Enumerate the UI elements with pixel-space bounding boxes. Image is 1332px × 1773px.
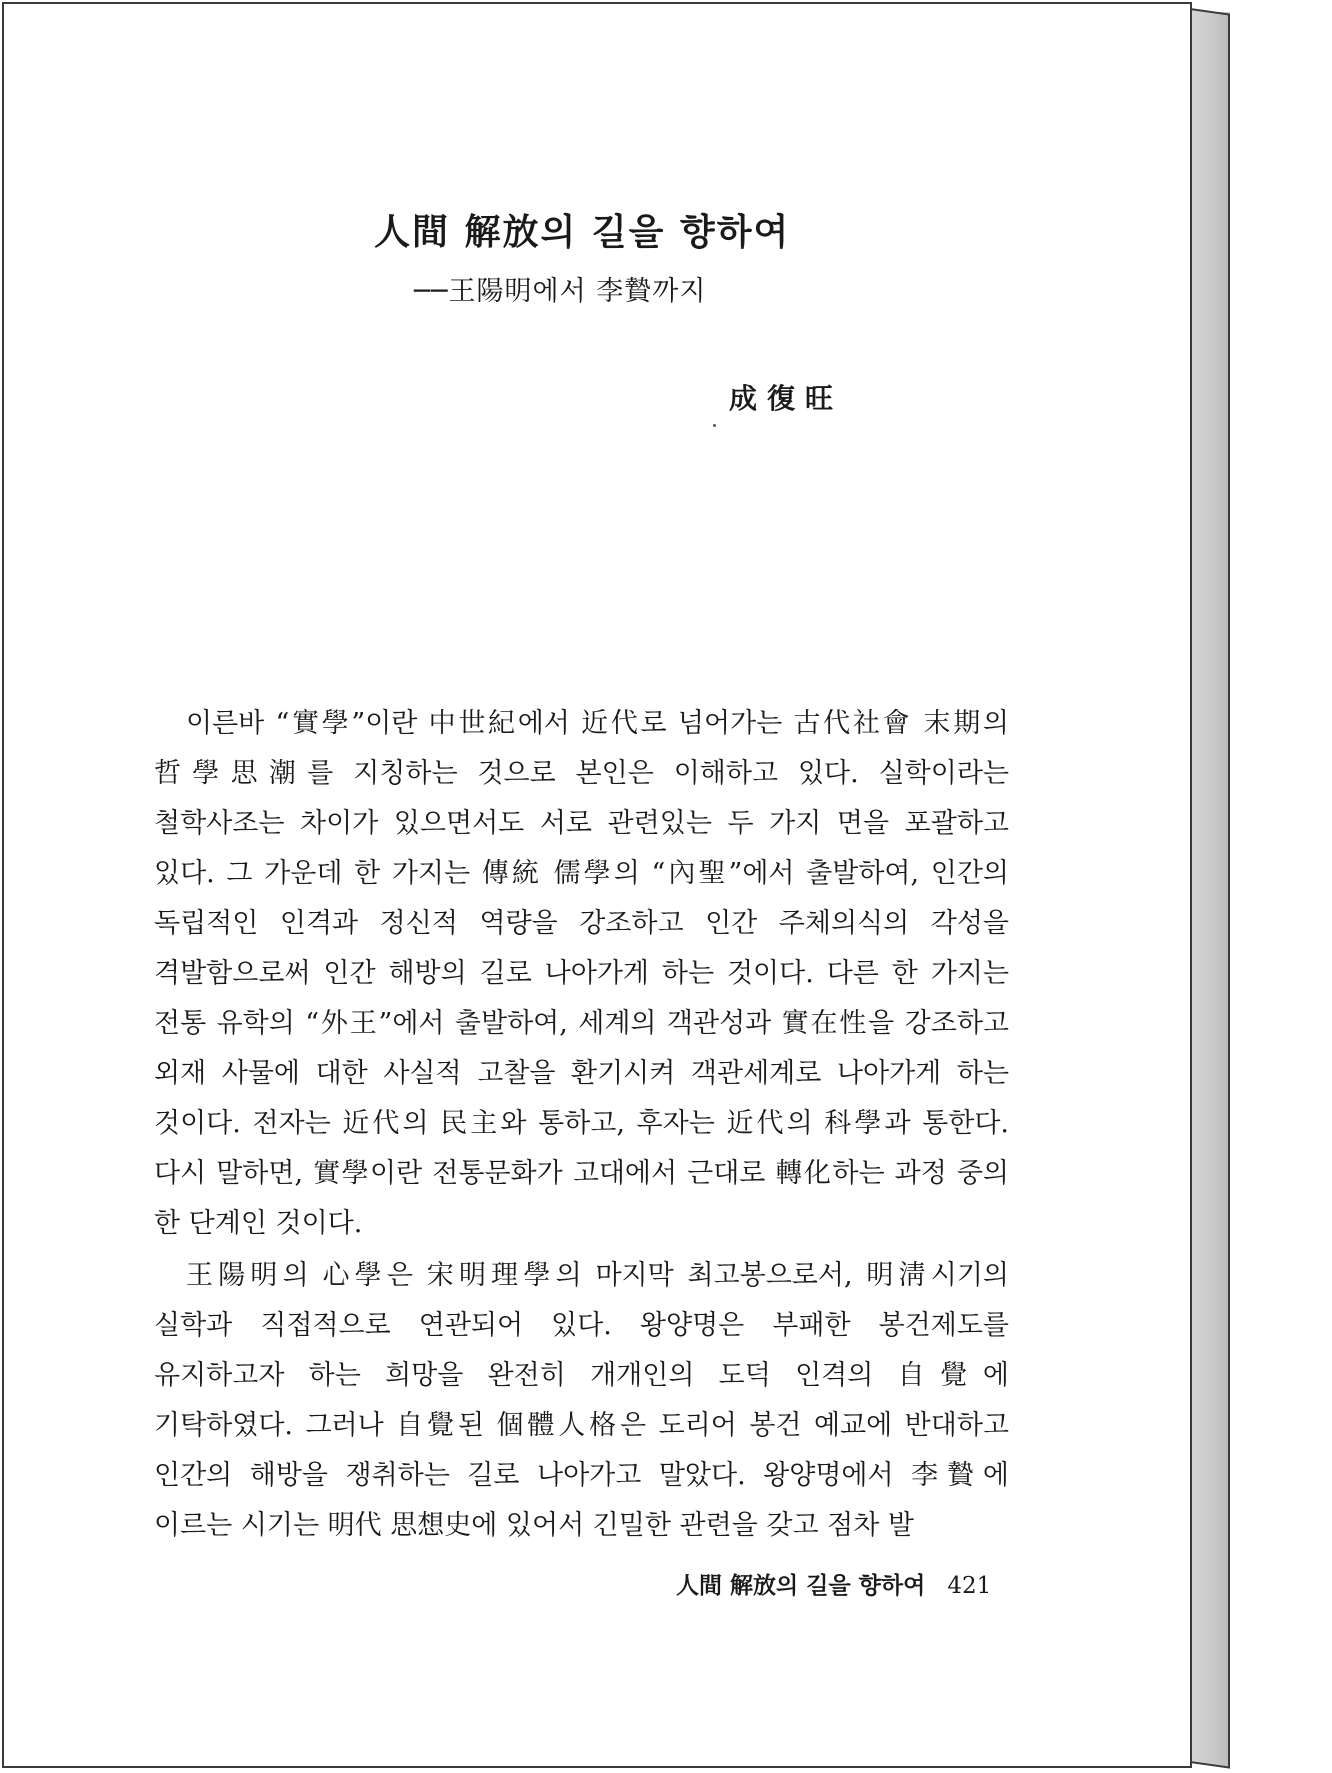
paragraph-1: 이른바 “實學”이란 中世紀에서 近代로 넘어가는 古代社會 末期의 哲學思潮를 지칭하는 것으로 본인은 이해하고 있다. 실학이라는 철학사조는 차이가 있으면서도 서로 관련있는 두 가지 면을 포괄하고 있다. 그 가운데 한 가지는 傳統 儒學의 “內聖”에서 출발하여, 인간의 독립적인 인격과 정신적 역량을 강조하고 인간 주체의식의 각성을 격발함으로써 인간 해방의 길로 나아가게 하는 것이다. 다른 한 가지는 전통 유학의 “外王”에서 출발하여, 세계의 객관성과 實在性을 강조하고 외재 사물에 대한 사실적 고찰을 환기시켜 객관세계로 나아가게 하는 것이다. 전자는 近代의 民主와 통하고, 후자는 近代의 科學과 통한다. 다시 말하면, 實學이란 전통문화가 고대에서 근대로 轉化하는 과정 중의 한 단계인 것이다. [154,708,1009,1239]
author-name: 成復旺 [729,382,844,415]
page-stack-edge [1190,8,1230,1769]
page-footer [676,1567,991,1600]
title-block [374,204,894,308]
article-subtitle: ──王陽明에서 李贄까지 [414,276,707,307]
running-title: 人間 解放의 길을 향하여 [676,1572,926,1599]
article-title: 人間 解放의 길을 향하여 [374,211,791,253]
page-number: 421 [947,1573,992,1599]
body-text [154,699,1009,1553]
book-page [2,2,1192,1768]
print-speck [713,424,716,427]
paragraph-2: 王陽明의 心學은 宋明理學의 마지막 최고봉으로서, 明淸시기의 실학과 직접적으로 연관되어 있다. 왕양명은 부패한 봉건제도를 유지하고자 하는 희망을 완전히 개개인의 도덕 인격의 自覺에 기탁하였다. 그러나 自覺된 個體人格은 도리어 봉건 예교에 반대하고 인간의 해방을 쟁취하는 길로 나아가고 말았다. 왕양명에서 李贄에 이르는 시기는 明代 思想史에 있어서 긴밀한 관련을 갖고 점차 발 [154,1260,1009,1541]
